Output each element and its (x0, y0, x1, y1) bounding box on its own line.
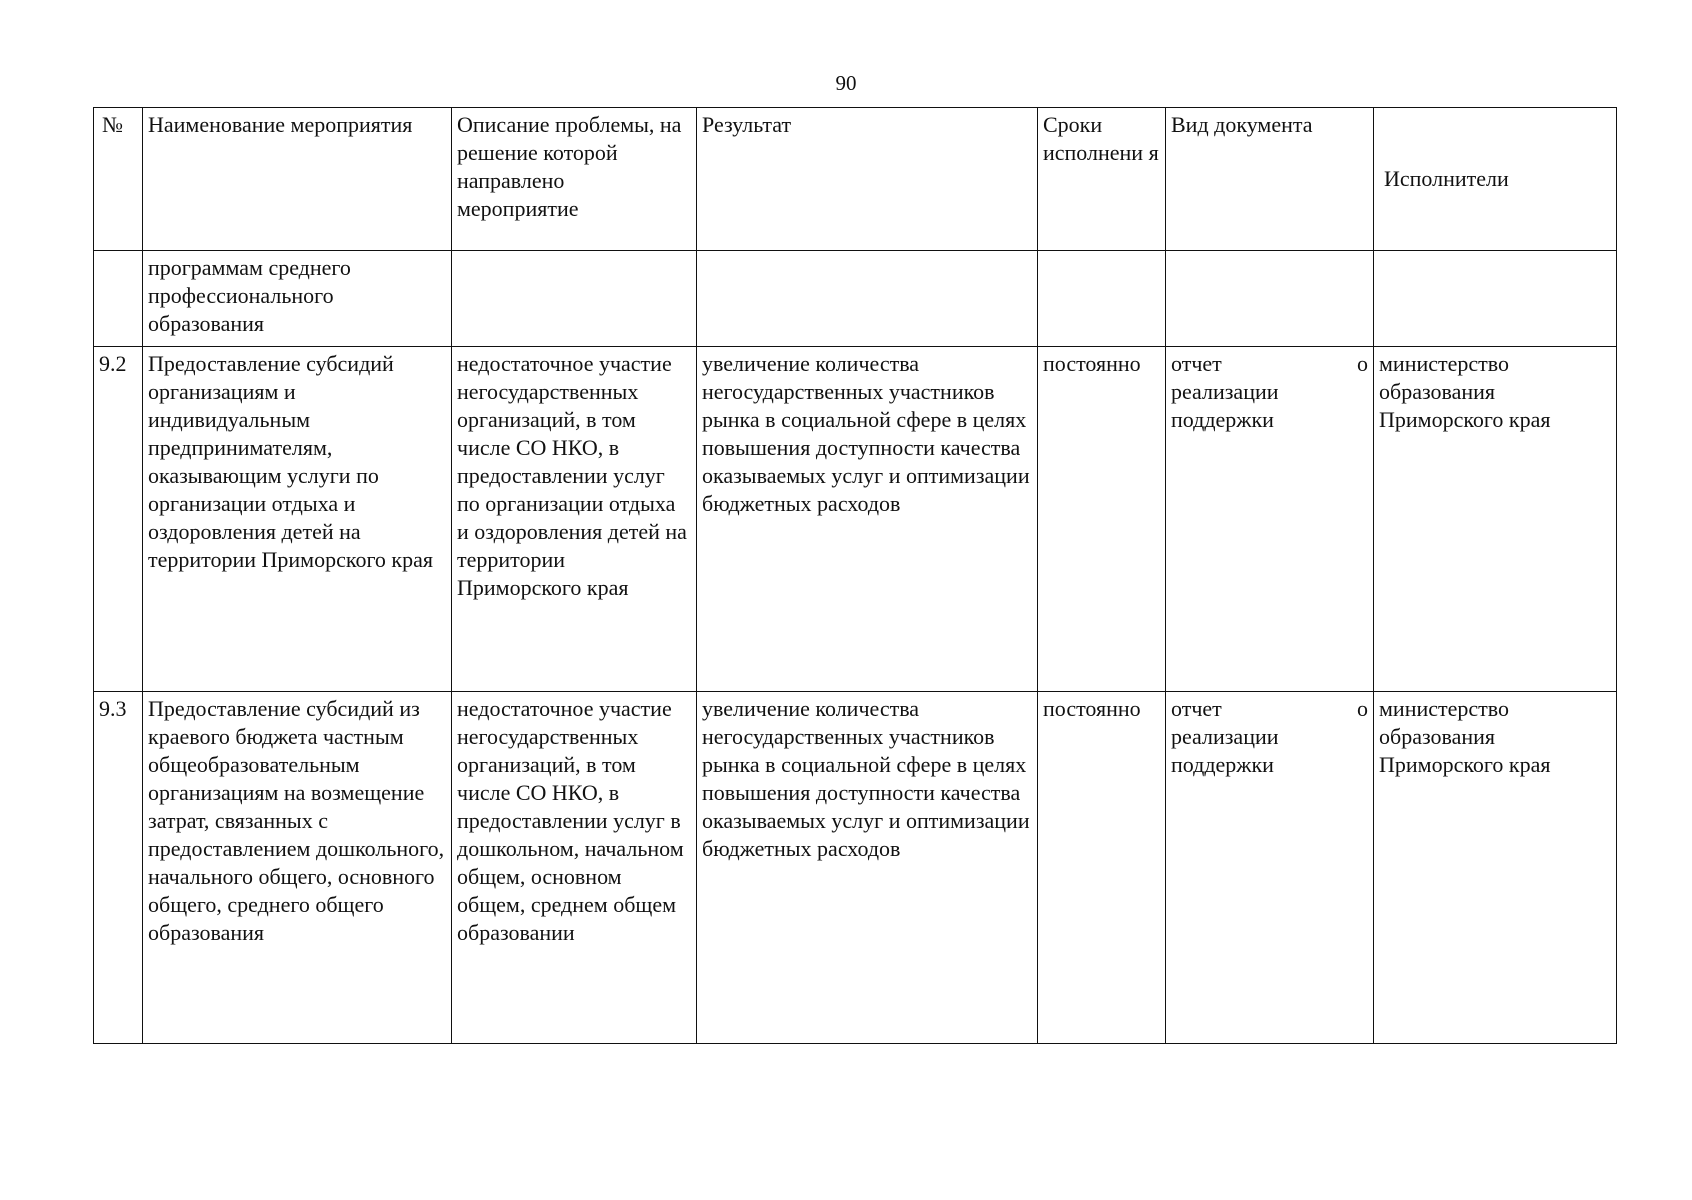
cell-executors: министерство образования Приморского края (1374, 692, 1617, 1044)
cell-document-type (1166, 251, 1374, 347)
table-header-row (94, 108, 1617, 251)
header-document-type: Вид документа (1166, 108, 1374, 251)
cell-executors: министерство образования Приморского края (1374, 347, 1617, 692)
cell-executors (1374, 251, 1617, 347)
cell-measure-name: программам среднего профессионального образования (143, 251, 452, 347)
table-row-continuation (94, 251, 1617, 347)
cell-measure-name: Предоставление субсидий организациям и индивидуальным предпринимателям, оказывающим услуги по организации отдыха и оздоровления детей на территории Приморского края (143, 347, 452, 692)
cell-number (94, 251, 143, 347)
header-measure-name: Наименование мероприятия (143, 108, 452, 251)
cell-problem: недостаточное участие негосударственных организаций, в том числе СО НКО, в предоставлении услуг по организации отдыха и оздоровления детей на территории Приморского края (452, 347, 697, 692)
header-terms: Сроки исполнени я (1038, 108, 1166, 251)
cell-problem (452, 251, 697, 347)
doc-type-word: отчет (1171, 696, 1222, 721)
doc-type-preposition: о (1357, 696, 1368, 721)
cell-terms: постоянно (1038, 347, 1166, 692)
cell-document-type (1166, 692, 1374, 1044)
doc-type-word: отчет (1171, 351, 1222, 376)
table-row (94, 692, 1617, 1044)
cell-number: 9.2 (94, 347, 143, 692)
cell-number: 9.3 (94, 692, 143, 1044)
doc-type-rest: реализации поддержки (1171, 724, 1279, 777)
cell-measure-name: Предоставление субсидий из краевого бюджета частным общеобразовательным организациям на возмещение затрат, связанных с предоставлением дошкольного, начального общего, основного общего, среднего общего образования (143, 692, 452, 1044)
header-problem-description: Описание проблемы, на решение которой направлено мероприятие (452, 108, 697, 251)
cell-problem: недостаточное участие негосударственных организаций, в том числе СО НКО, в предоставлении услуг в дошкольном, начальном общем, основном общем, среднем общем образовании (452, 692, 697, 1044)
cell-terms: постоянно (1038, 692, 1166, 1044)
header-result: Результат (697, 108, 1038, 251)
cell-result (697, 251, 1038, 347)
header-number: № (94, 108, 143, 251)
cell-result: увеличение количества негосударственных участников рынка в социальной сфере в целях повышения доступности качества оказываемых услуг и оптимизации бюджетных расходов (697, 347, 1038, 692)
page-number: 90 (835, 71, 857, 95)
cell-document-type (1166, 347, 1374, 692)
cell-terms (1038, 251, 1166, 347)
doc-type-rest: реализации поддержки (1171, 379, 1279, 432)
doc-type-preposition: о (1357, 351, 1368, 376)
cell-result: увеличение количества негосударственных участников рынка в социальной сфере в целях повышения доступности качества оказываемых услуг и оптимизации бюджетных расходов (697, 692, 1038, 1044)
header-executors: Исполнители (1374, 108, 1617, 251)
measures-table (93, 107, 1617, 1044)
table-row (94, 347, 1617, 692)
